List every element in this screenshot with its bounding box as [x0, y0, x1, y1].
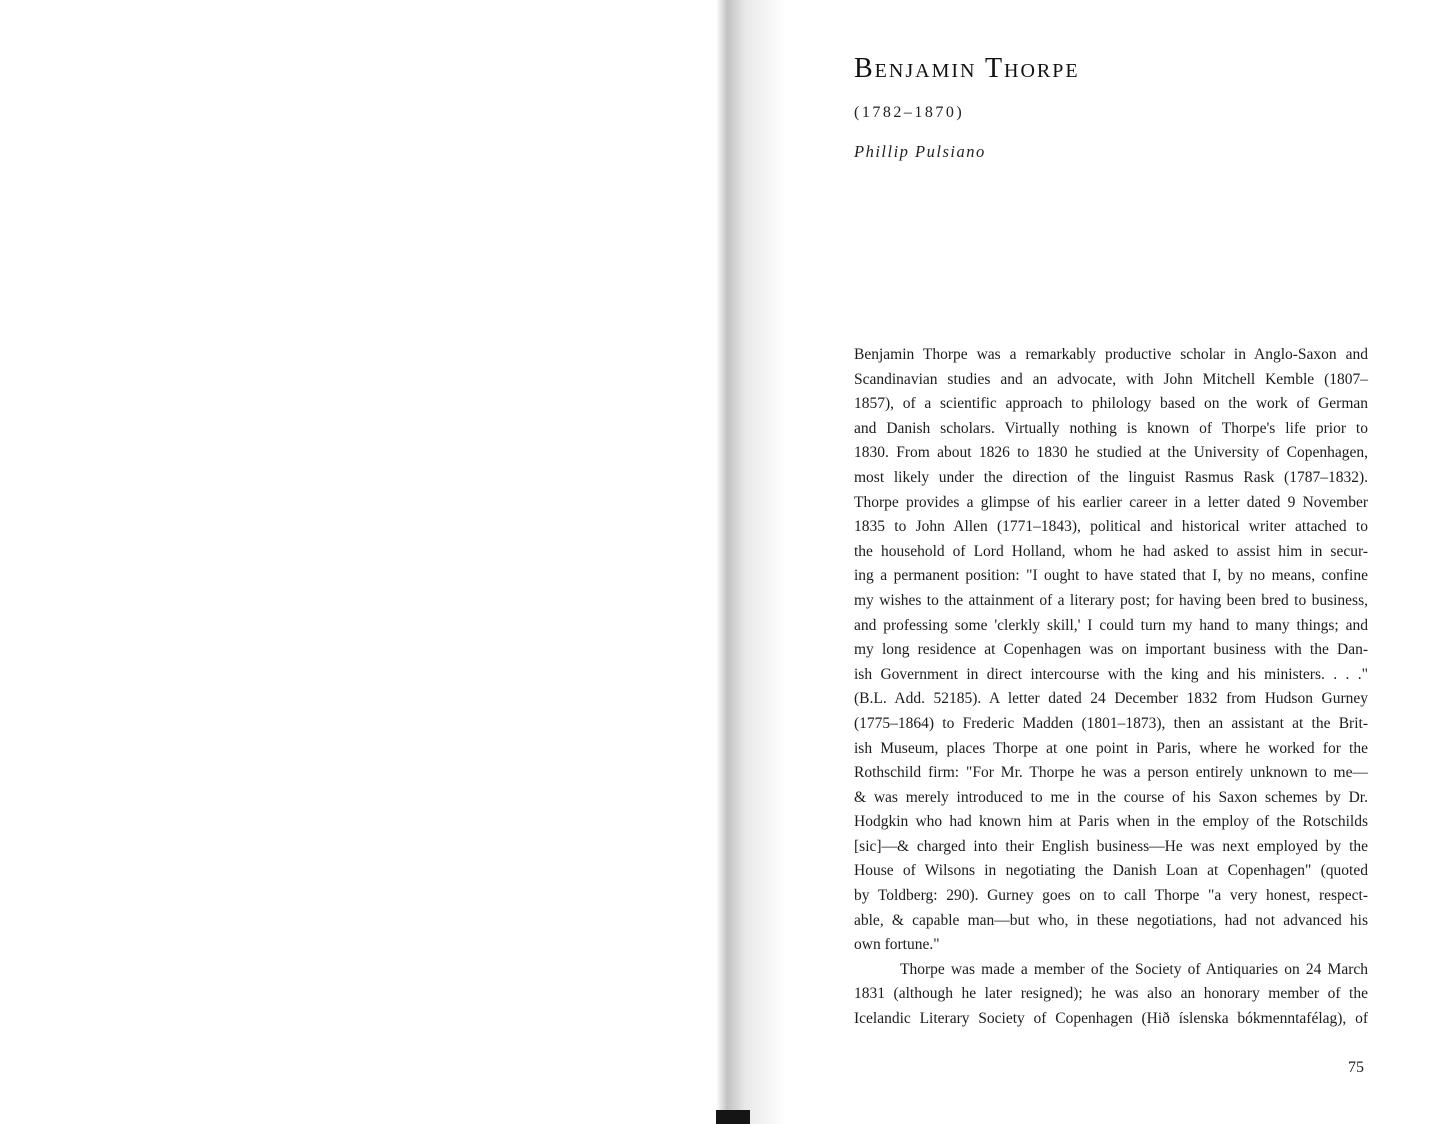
text-line: Benjamin Thorpe was a remarkably productive scholar in Anglo-Saxon and: [854, 346, 1368, 363]
text-line: House of Wilsons in negotiating the Danish Loan at Copenhagen" (quoted: [854, 862, 1368, 880]
text-line: 1835 to John Allen (1771–1843), political and historical writer attached to: [854, 518, 1368, 536]
text-line: ish Government in direct intercourse with the king and his ministers. . . .": [854, 665, 1368, 683]
text-line: (B.L. Add. 52185). A letter dated 24 December 1832 from Hudson Gurney: [854, 690, 1368, 708]
text-line: and Danish scholars. Virtually nothing is known of Thorpe's life prior to: [854, 419, 1368, 437]
text-line: the household of Lord Holland, whom he had asked to assist him in secur-: [854, 542, 1368, 560]
text-line: by Toldberg: 290). Gurney goes on to call Thorpe "a very honest, respect-: [854, 887, 1368, 905]
text-line: Rothschild firm: "For Mr. Thorpe he was a person entirely unknown to me—: [854, 764, 1368, 782]
text-line: ish Museum, places Thorpe at one point in Paris, where he worked for the: [854, 739, 1368, 757]
text-line: Thorpe was made a member of the Society of Antiquaries on 24 March: [900, 960, 1368, 978]
text-line: (1775–1864) to Frederic Madden (1801–1873), then an assistant at the Brit-: [854, 714, 1368, 732]
gutter-shadow: [716, 1110, 750, 1124]
page-number: 75: [1348, 1059, 1364, 1076]
text-line: own fortune.": [854, 936, 940, 954]
text-line: my long residence at Copenhagen was on important business with the Dan-: [854, 641, 1368, 659]
text-line: & was merely introduced to me in the course of his Saxon schemes by Dr.: [854, 788, 1368, 806]
text-line: Thorpe provides a glimpse of his earlier career in a letter dated 9 November: [854, 493, 1368, 511]
left-page-blank: [0, 0, 722, 1124]
book-gutter: [716, 0, 786, 1124]
text-line: 1831 (although he later resigned); he was also an honorary member of the: [854, 985, 1368, 1003]
text-line: ing a permanent position: "I ought to have stated that I, by no means, confine: [854, 567, 1368, 585]
chapter-title: Benjamin Thorpe: [854, 53, 1080, 84]
text-line: Scandinavian studies and an advocate, with John Mitchell Kemble (1807–: [854, 370, 1368, 388]
text-line: able, & capable man—but who, in these negotiations, had not advanced his: [854, 911, 1368, 929]
text-line: my wishes to the attainment of a literary post; for having been bred to business,: [854, 591, 1368, 609]
text-line: [sic]—& charged into their English business—He was next employed by the: [854, 837, 1368, 855]
text-line: most likely under the direction of the linguist Rasmus Rask (1787–1832).: [854, 468, 1368, 486]
text-line: 1830. From about 1826 to 1830 he studied at the University of Copenhagen,: [854, 444, 1368, 462]
text-line: Icelandic Literary Society of Copenhagen (Hið íslenska bókmenntafélag), of: [854, 1010, 1368, 1028]
body-text: [854, 343, 1368, 1032]
chapter-author: Phillip Pulsiano: [854, 142, 986, 161]
life-dates: (1782–1870): [854, 104, 965, 121]
text-line: and professing some 'clerkly skill,' I could turn my hand to many things; and: [854, 616, 1368, 634]
text-line: 1857), of a scientific approach to philology based on the work of German: [854, 395, 1368, 413]
text-line: Hodgkin who had known him at Paris when in the employ of the Rotschilds: [854, 813, 1368, 831]
